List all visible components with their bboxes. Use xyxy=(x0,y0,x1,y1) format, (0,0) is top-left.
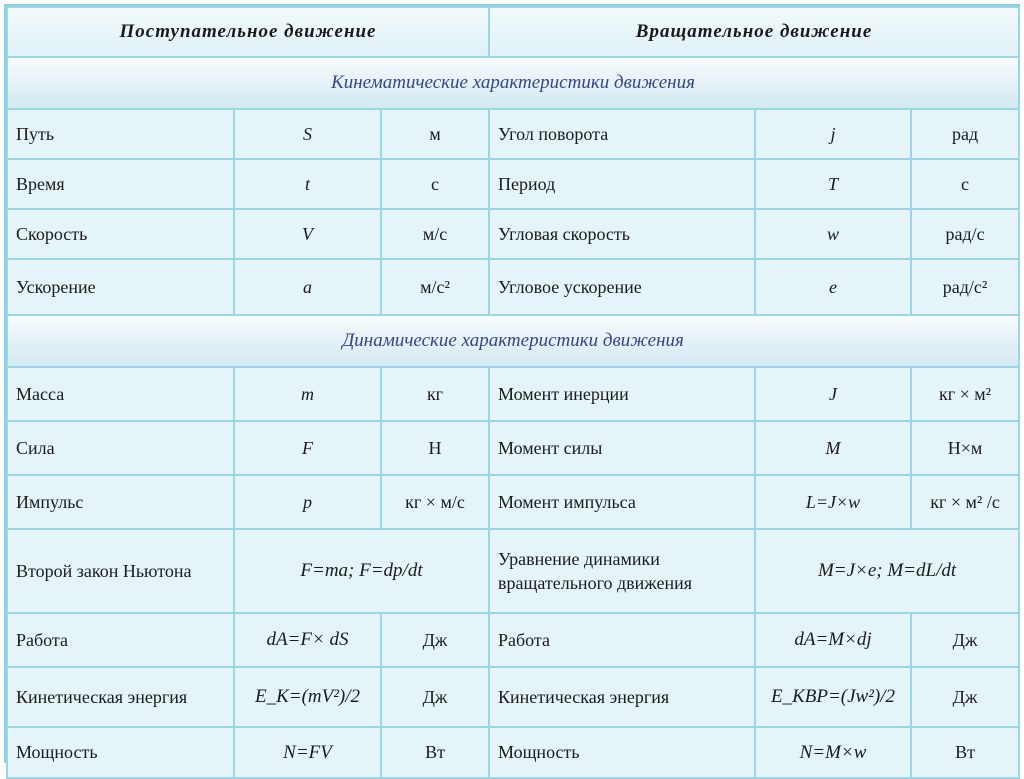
translational-name: Скорость xyxy=(7,209,234,259)
rotational-unit: рад xyxy=(911,109,1019,159)
translational-name: Сила xyxy=(7,421,234,475)
physics-table-frame xyxy=(4,4,1020,763)
rotational-symbol: e xyxy=(755,259,911,315)
translational-symbol: a xyxy=(234,259,381,315)
translational-unit: м/с² xyxy=(381,259,489,315)
rotational-name: Мощность xyxy=(489,727,755,778)
header-translational: Поступательное движение xyxy=(7,7,489,57)
rotational-name: Работа xyxy=(489,613,755,667)
table-row xyxy=(7,109,1019,159)
translational-formula: E_K=(mV²)/2 xyxy=(234,667,381,727)
translational-symbol: p xyxy=(234,475,381,529)
rotational-name: Угловая скорость xyxy=(489,209,755,259)
header-rotational: Вращательное движение xyxy=(489,7,1019,57)
translational-name: Путь xyxy=(7,109,234,159)
translational-name: Работа xyxy=(7,613,234,667)
rotational-symbol: M xyxy=(755,421,911,475)
translational-formula: F=ma; F=dp/dt xyxy=(234,529,489,613)
rotational-name-line1: Уравнение динамики xyxy=(498,548,660,569)
rotational-formula: N=M×w xyxy=(755,727,911,778)
rotational-formula: dA=M×dj xyxy=(755,613,911,667)
translational-name: Время xyxy=(7,159,234,209)
table-row xyxy=(7,209,1019,259)
rotational-symbol: j xyxy=(755,109,911,159)
translational-symbol: m xyxy=(234,367,381,421)
rotational-symbol: J xyxy=(755,367,911,421)
rotational-formula: M=J×e; M=dL/dt xyxy=(755,529,1019,613)
rotational-name: Период xyxy=(489,159,755,209)
rotational-symbol: L=J×w xyxy=(755,475,911,529)
rotational-unit: Дж xyxy=(911,667,1019,727)
table-row xyxy=(7,367,1019,421)
translational-name: Импульс xyxy=(7,475,234,529)
translational-unit: кг × м/с xyxy=(381,475,489,529)
rotational-unit: рад/с xyxy=(911,209,1019,259)
translational-symbol: F xyxy=(234,421,381,475)
translational-formula: N=FV xyxy=(234,727,381,778)
table-row xyxy=(7,475,1019,529)
translational-unit: кг xyxy=(381,367,489,421)
rotational-symbol: w xyxy=(755,209,911,259)
rotational-unit: кг × м² xyxy=(911,367,1019,421)
rotational-symbol: T xyxy=(755,159,911,209)
rotational-name: Угол поворота xyxy=(489,109,755,159)
rotational-name: Момент силы xyxy=(489,421,755,475)
translational-unit: м xyxy=(381,109,489,159)
translational-unit: Вт xyxy=(381,727,489,778)
rotational-unit: Н×м xyxy=(911,421,1019,475)
table-row xyxy=(7,159,1019,209)
table-row xyxy=(7,421,1019,475)
rotational-unit: с xyxy=(911,159,1019,209)
translational-unit: Дж xyxy=(381,667,489,727)
translational-name: Масса xyxy=(7,367,234,421)
rotational-name xyxy=(489,529,755,613)
translational-unit: м/с xyxy=(381,209,489,259)
rotational-unit: рад/с² xyxy=(911,259,1019,315)
translational-name: Кинетическая энергия xyxy=(7,667,234,727)
translational-symbol: t xyxy=(234,159,381,209)
translational-name: Ускорение xyxy=(7,259,234,315)
section-dynamic: Динамические характеристики движения xyxy=(7,315,1019,367)
table-row xyxy=(7,667,1019,727)
table-row xyxy=(7,529,1019,613)
section-kinematic: Кинематические характеристики движения xyxy=(7,57,1019,109)
rotational-name: Угловое ускорение xyxy=(489,259,755,315)
translational-symbol: V xyxy=(234,209,381,259)
table-row xyxy=(7,613,1019,667)
translational-unit: Дж xyxy=(381,613,489,667)
translational-name: Второй закон Ньютона xyxy=(7,529,234,613)
rotational-name-line2: вращательного движения xyxy=(498,573,693,593)
translational-unit: с xyxy=(381,159,489,209)
translational-name: Мощность xyxy=(7,727,234,778)
rotational-formula: E_KBP=(Jw²)/2 xyxy=(755,667,911,727)
rotational-name: Кинетическая энергия xyxy=(489,667,755,727)
rotational-unit: Вт xyxy=(911,727,1019,778)
rotational-unit: Дж xyxy=(911,613,1019,667)
motion-comparison-table xyxy=(6,6,1020,779)
rotational-unit: кг × м² /с xyxy=(911,475,1019,529)
translational-unit: Н xyxy=(381,421,489,475)
table-row xyxy=(7,259,1019,315)
rotational-name: Момент импульса xyxy=(489,475,755,529)
translational-formula: dA=F× dS xyxy=(234,613,381,667)
translational-symbol: S xyxy=(234,109,381,159)
table-row xyxy=(7,727,1019,778)
rotational-name: Момент инерции xyxy=(489,367,755,421)
